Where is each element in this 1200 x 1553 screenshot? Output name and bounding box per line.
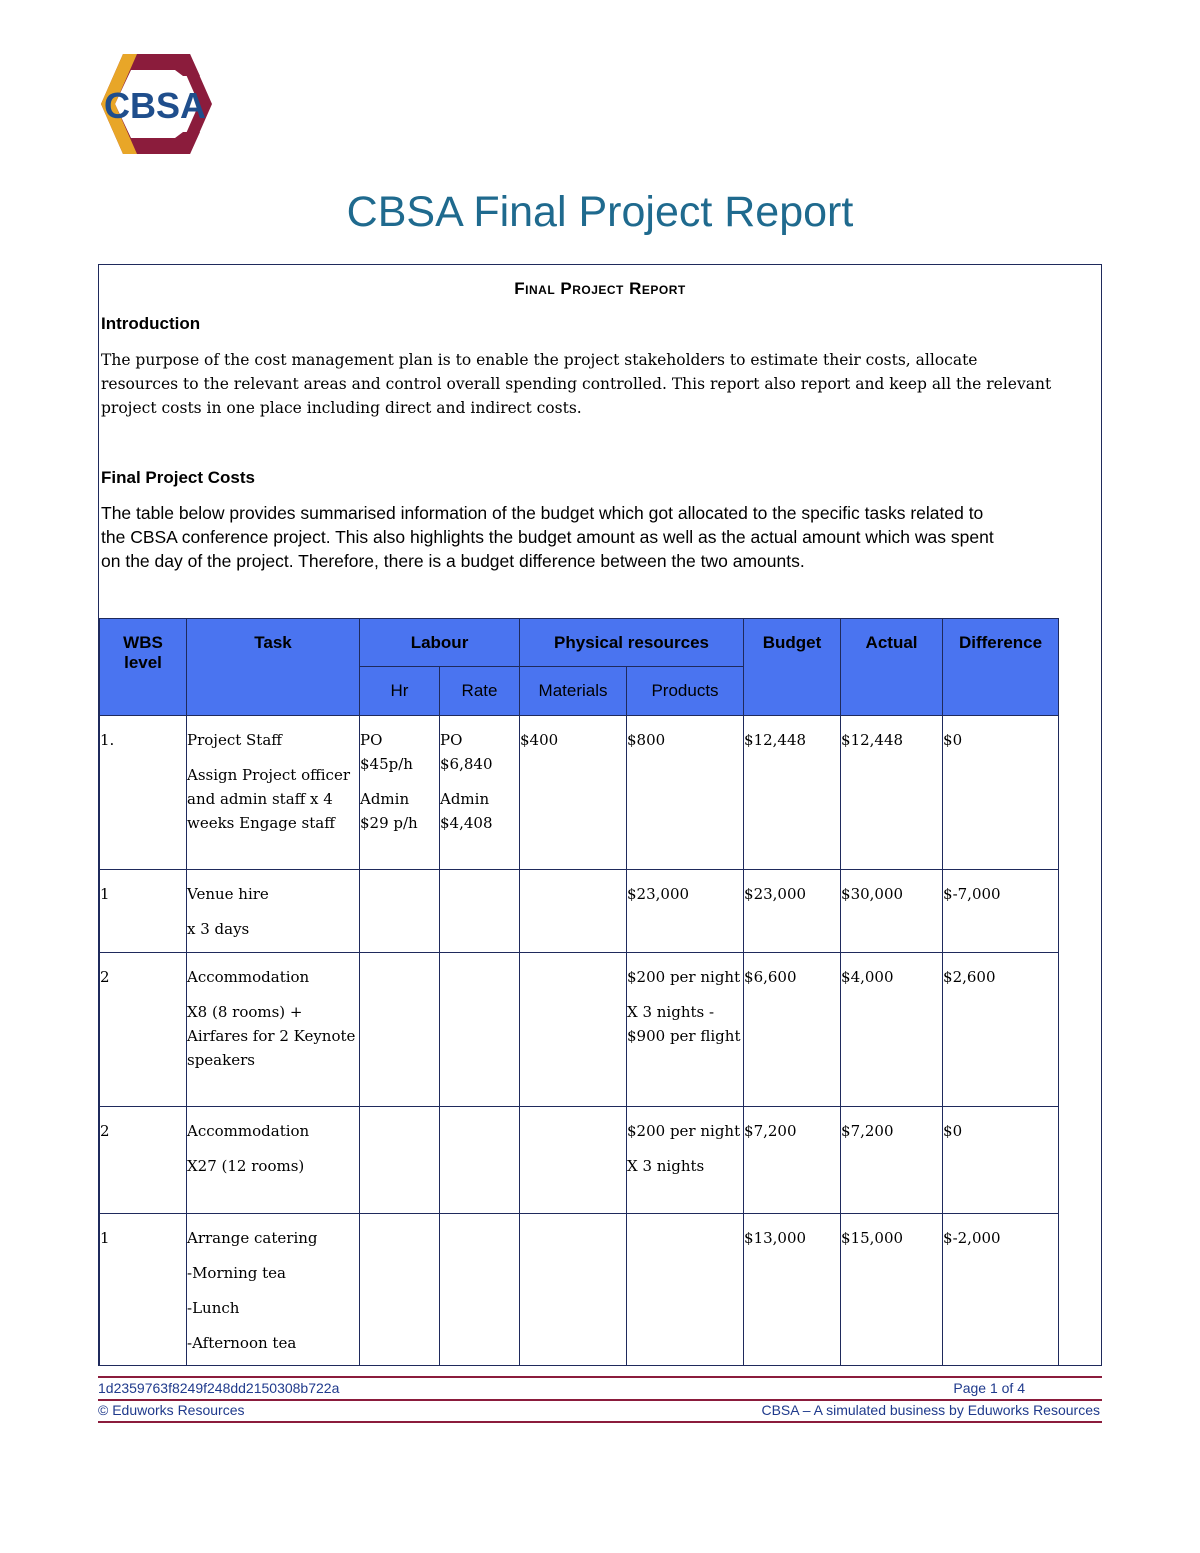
cell-materials — [520, 1107, 627, 1214]
task-detail: -Lunch — [187, 1299, 240, 1317]
cell-wbs: 2 — [100, 1107, 187, 1214]
header-actual: Actual — [841, 619, 943, 716]
cell-wbs: 1 — [100, 870, 187, 953]
cell-task — [187, 1214, 360, 1367]
cell-difference: $0 — [943, 716, 1059, 870]
final-costs-heading: Final Project Costs — [101, 468, 255, 487]
table-row — [100, 716, 1059, 870]
cell-materials — [520, 1214, 627, 1367]
section-heading: Final Project Report — [514, 279, 686, 298]
costs-line: The table below provides summarised information of the budget which got allocated to the specific tasks related to — [101, 503, 984, 523]
task-title: Venue hire — [187, 885, 269, 903]
copyright: © Eduworks Resources — [98, 1402, 245, 1418]
document-title: CBSA Final Project Report — [346, 188, 854, 236]
cell-budget: $23,000 — [744, 870, 841, 953]
table-row — [100, 1214, 1059, 1367]
cell-difference: $0 — [943, 1107, 1059, 1214]
table-row — [100, 953, 1059, 1107]
cell-rate — [440, 870, 520, 953]
report-frame — [98, 264, 1102, 1366]
intro-line: project costs in one place including direct and indirect costs. — [101, 399, 582, 417]
cell-wbs: 1. — [100, 716, 187, 870]
cell-materials — [520, 870, 627, 953]
final-costs-text — [101, 501, 1101, 573]
task-detail: x 3 days — [187, 920, 250, 938]
cell-hr — [360, 953, 440, 1107]
footer-divider — [98, 1376, 1102, 1378]
cell-budget: $7,200 — [744, 1107, 841, 1214]
cell-materials: $400 — [520, 716, 627, 870]
header-budget: Budget — [744, 619, 841, 716]
cost-table — [99, 618, 1059, 1366]
task-detail: X27 (12 rooms) — [187, 1157, 305, 1175]
task-title: Arrange catering — [187, 1229, 318, 1247]
hr-value: Admin $29 p/h — [360, 790, 418, 832]
footer-divider — [98, 1399, 1102, 1401]
header-labour: Labour — [360, 619, 520, 667]
cell-wbs: 1 — [100, 1214, 187, 1367]
header-products: Products — [627, 667, 744, 716]
product-value: $200 per night — [627, 1122, 741, 1140]
header-rate: Rate — [440, 667, 520, 716]
intro-line: resources to the relevant areas and control overall spending controlled. This report also report and keep all the relevant — [101, 375, 1052, 393]
cell-products — [627, 1214, 744, 1367]
cell-difference: $-2,000 — [943, 1214, 1059, 1367]
cell-budget: $13,000 — [744, 1214, 841, 1367]
cell-rate — [440, 1107, 520, 1214]
header-physical-resources: Physical resources — [520, 619, 744, 667]
cell-rate — [440, 953, 520, 1107]
header-materials: Materials — [520, 667, 627, 716]
task-title: Accommodation — [187, 968, 310, 986]
task-detail: X8 (8 rooms) + Airfares for 2 Keynote speakers — [187, 1003, 356, 1069]
hr-value: PO $45p/h — [360, 731, 413, 773]
task-detail: -Morning tea — [187, 1264, 286, 1282]
footer-tagline: CBSA – A simulated business by Eduworks Resources — [761, 1402, 1100, 1418]
cell-rate — [440, 716, 520, 870]
product-value: X 3 nights — [627, 1157, 705, 1175]
cell-task — [187, 870, 360, 953]
cell-budget: $12,448 — [744, 716, 841, 870]
cell-budget: $6,600 — [744, 953, 841, 1107]
introduction-text — [101, 348, 1101, 420]
cell-actual: $4,000 — [841, 953, 943, 1107]
cell-difference: $2,600 — [943, 953, 1059, 1107]
cell-products — [627, 1107, 744, 1214]
task-title: Accommodation — [187, 1122, 310, 1140]
cell-task — [187, 1107, 360, 1214]
cell-actual: $15,000 — [841, 1214, 943, 1367]
cell-products: $800 — [627, 716, 744, 870]
cell-products — [627, 953, 744, 1107]
document-id: 1d2359763f8249f248dd2150308b722a — [98, 1380, 340, 1396]
header-difference: Difference — [943, 619, 1059, 716]
logo-text: CBSA — [103, 85, 207, 126]
cell-wbs: 2 — [100, 953, 187, 1107]
product-value: $200 per night — [627, 968, 741, 986]
header-hr: Hr — [360, 667, 440, 716]
cell-products: $23,000 — [627, 870, 744, 953]
cell-hr — [360, 870, 440, 953]
cell-actual: $30,000 — [841, 870, 943, 953]
cell-task — [187, 953, 360, 1107]
cell-actual: $7,200 — [841, 1107, 943, 1214]
cell-hr — [360, 716, 440, 870]
task-detail: Assign Project officer and admin staff x 4 weeks Engage staff — [187, 766, 351, 832]
task-detail: -Afternoon tea — [187, 1334, 297, 1352]
costs-line: the CBSA conference project. This also highlights the budget amount as well as the actual amount which was spent — [101, 527, 994, 547]
task-title: Project Staff — [187, 731, 282, 749]
rate-value: PO $6,840 — [440, 731, 493, 773]
rate-value: Admin $4,408 — [440, 790, 493, 832]
cell-rate — [440, 1214, 520, 1367]
cell-materials — [520, 953, 627, 1107]
product-value: X 3 nights - $900 per flight — [627, 1003, 741, 1045]
introduction-heading: Introduction — [101, 314, 201, 333]
cbsa-logo — [95, 52, 213, 156]
footer-divider — [98, 1421, 1102, 1423]
page-number: Page 1 of 4 — [953, 1380, 1025, 1396]
header-task: Task — [187, 619, 360, 716]
cell-difference: $-7,000 — [943, 870, 1059, 953]
intro-line: The purpose of the cost management plan is to enable the project stakeholders to estimate their costs, allocate — [101, 351, 978, 369]
header-wbs-level: WBS level — [100, 619, 187, 716]
table-row — [100, 870, 1059, 953]
cell-task — [187, 716, 360, 870]
cell-hr — [360, 1214, 440, 1367]
cell-actual: $12,448 — [841, 716, 943, 870]
table-row — [100, 1107, 1059, 1214]
costs-line: on the day of the project. Therefore, there is a budget difference between the two amounts. — [101, 551, 805, 571]
cell-hr — [360, 1107, 440, 1214]
